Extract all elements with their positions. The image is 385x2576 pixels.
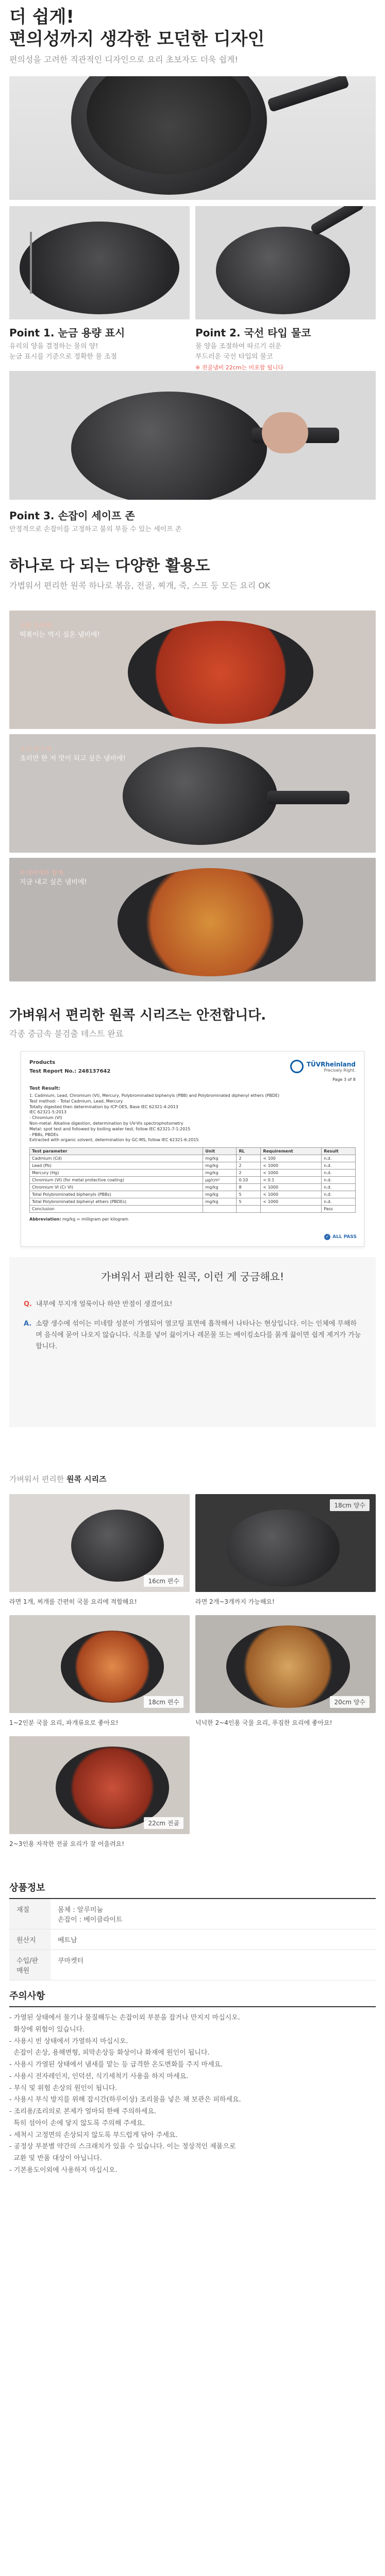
- spec-label: 원산지: [9, 1929, 51, 1950]
- all-pass-badge: [324, 1234, 357, 1240]
- cert-result-lines: [29, 1093, 356, 1143]
- cert-table-cell: < 1000: [261, 1162, 322, 1170]
- usage1-small: 국물 요리에: [20, 622, 52, 629]
- series-16-desc: 라면 1개, 찌개를 간편히 국물 요리에 적합해요!: [9, 1598, 137, 1605]
- cert-logo-sub: Precisely Right.: [324, 1067, 356, 1073]
- series-18p-photo: [9, 1615, 190, 1713]
- cert-table-cell: n.d.: [322, 1155, 356, 1162]
- usage2-big: 조리만 한 저 맛이 되고 싶은 냄비에!: [20, 755, 126, 762]
- spec-value: 베트남: [58, 1937, 77, 1944]
- series-18p-desc: 1~2인분 국물 요리, 파개류요로 좋아요!: [9, 1719, 119, 1726]
- cert-table-cell: [203, 1206, 237, 1213]
- usage-photo-3: [9, 858, 376, 981]
- hero-pot-photo: [9, 76, 376, 200]
- cert-table-row: [30, 1177, 356, 1184]
- note-item: - 사용시 부식 방지를 위해 잡시간(하루이상) 조리물을 넣은 채 보관은 피하세요.: [9, 2096, 241, 2104]
- usage3-big: 지금 내고 싶은 냄비에!: [20, 878, 87, 886]
- cert-table-row: [30, 1206, 356, 1213]
- cert-table-cell: mg/kg: [203, 1191, 237, 1198]
- note-item: 특히 섬아이 손에 닿지 않도록 주의해 주세요.: [9, 2119, 145, 2127]
- cert-table-cell: 8: [237, 1184, 261, 1191]
- cert-table-cell: 5: [237, 1198, 261, 1206]
- cert-table-cell: 0.10: [237, 1177, 261, 1184]
- point2-num: Point 2.: [195, 327, 241, 339]
- cert-table-cell: [237, 1206, 261, 1213]
- cert-result-label: Test Result:: [29, 1086, 60, 1091]
- cert-table-cell: Cadmium (Cd): [30, 1155, 203, 1162]
- cert-logo: TÜVRheinland: [306, 1060, 356, 1068]
- spec-section: [0, 1880, 385, 1980]
- qa-section: [9, 1257, 376, 1427]
- cert-table-cell: < 1000: [261, 1170, 322, 1177]
- q-text: 내부에 무지개 얼룩이나 하얀 반점이 생겼어요!: [36, 1300, 173, 1308]
- tuv-logo-icon: [290, 1060, 304, 1073]
- cert-table-header: Test parameter: [30, 1148, 203, 1155]
- note-item: - 가열된 상태에서 물기나 물질해두는 손잡이외 부분을 잡거나 만지지 마십시오.: [9, 2014, 240, 2022]
- spec-table: [9, 1899, 376, 1980]
- point3-desc: 안정적으로 손잡이를 고정하고 불의 부들 수 있는 세이프 존: [9, 526, 182, 533]
- cert-table-cell: n.d.: [322, 1177, 356, 1184]
- series-22-photo: [9, 1736, 190, 1834]
- point3-num: Point 3.: [9, 510, 55, 522]
- cert-table-cell: mg/kg: [203, 1155, 237, 1162]
- cert-table-header: Unit: [203, 1148, 237, 1155]
- note-item: - 사용시 전자레인지, 인덕션, 식기세척기 사용을 하지 마세요.: [9, 2072, 189, 2080]
- note-item: - 조리용/조리의로 본제가 얼마되 한배 주의하세요.: [9, 2108, 157, 2115]
- series-title: 원콕 시리즈: [66, 1475, 107, 1484]
- series-22-desc: 2~3인용 자작한 전골 요리가 잘 어울려요!: [9, 1840, 125, 1848]
- note-item: - 부식 및 위험 손상의 원인이 됩니다.: [9, 2084, 118, 2092]
- cert-table-cell: n.d.: [322, 1162, 356, 1170]
- cert-abbr-label: Abbreviation:: [29, 1217, 61, 1222]
- series-18y-label: 18cm 양수: [330, 1499, 370, 1511]
- pot-handle: [267, 76, 349, 112]
- cert-result-line: Non-metal: Alkaline digestion, determination by UV-Vis spectrophotometry: [29, 1121, 183, 1126]
- cert-table-row: [30, 1155, 356, 1162]
- cert-table-row: [30, 1162, 356, 1170]
- point-3: [0, 507, 385, 535]
- spec-value: 몸체 : 알루미늄 손잡이 : 베이클라이트: [58, 1906, 123, 1924]
- cert-table-cell: n.d.: [322, 1198, 356, 1206]
- cert-table-cell: < 100: [261, 1155, 322, 1162]
- safety-title: 가벼워서 편리한 원콕 시리즈는 안전합니다.: [9, 1008, 266, 1023]
- hero-line1: 더 쉽게!: [9, 7, 74, 27]
- note-item: 교환 및 반품 대상이 아닙니다.: [9, 2155, 102, 2162]
- safety-section: [0, 1007, 385, 1039]
- cert-table-cell: mg/kg: [203, 1170, 237, 1177]
- point1-num: Point 1.: [9, 327, 55, 339]
- cert-table-cell: mg/kg: [203, 1198, 237, 1206]
- usage-section: [0, 556, 385, 591]
- series-16-photo: [9, 1494, 190, 1592]
- series-20-desc: 넉넉한 2~4인용 국물 요리, 푸짐한 요리에 좋아요!: [195, 1719, 332, 1726]
- cert-result-line: Totally digested then determination by ICP-OES, Base IEC 62321-4:2013: [29, 1104, 178, 1109]
- note-item: - 사용시 가열된 상태에서 냄새를 맡는 등 급격한 온도변화를 주지 마세요.: [9, 2061, 223, 2069]
- point3-photo: [9, 371, 376, 500]
- point1-photo: [9, 206, 190, 319]
- point2-note: ※ 전골냄비 22cm는 미포함 됩니다: [195, 364, 283, 371]
- cert-table-cell: µg/cm²: [203, 1177, 237, 1184]
- note-item: 손잡이 손상, 용해변형, 피막손상등 화상이나 화재에 원인이 됩니다.: [9, 2049, 210, 2057]
- cert-table: [29, 1147, 356, 1213]
- cert-table-cell: Total Polybrominated biphenyls (PBBs): [30, 1191, 203, 1198]
- cert-table-row: [30, 1184, 356, 1191]
- point-1: [9, 325, 190, 362]
- spec-title: 상품정보: [9, 1880, 376, 1899]
- qa-title: 가벼워서 편리한 원콕, 이런 게 궁금해요!: [101, 1270, 284, 1283]
- check-icon: ✓: [324, 1234, 330, 1240]
- safety-sub: 각종 중금속 불검출 테스트 완료: [9, 1028, 124, 1039]
- note-item: - 공정상 부분별 약간의 스크래치가 있을 수 있습니다. 이는 정상적인 제품으로: [9, 2143, 236, 2151]
- notes-section: [0, 1989, 385, 2177]
- cert-result-line: Metal: spot test and followed by boiling water test, follow IEC 62321-7-1:2015: [29, 1126, 191, 1131]
- cert-abbr-text: mg/kg = milligram per kilogram: [62, 1217, 129, 1222]
- cert-table-cell: < 1000: [261, 1191, 322, 1198]
- cert-table-cell: n.d.: [322, 1191, 356, 1198]
- a-text: 소량 생수에 섞이는 미네랄 성분이 가열되어 열코팅 표면에 흡착해서 나타나는 현상입니다. 이는 인체에 무해하며 음식에 묻어 나오지 않습니다. 식초를 넣어 끓이거나 레몬물 또는 베이킹소다를 묽게 끓이면 쉽게 제거가 가능합니다.: [36, 1320, 361, 1351]
- point-2: [195, 325, 376, 372]
- hero-line2: 편의성까지 생각한 모던한 디자인: [9, 28, 265, 49]
- cert-table-cell: 5: [237, 1191, 261, 1198]
- cert-result-line: - PBBs, PBDEs: [29, 1132, 59, 1137]
- point1-desc: 유리의 양을 결정하는 물의 양! 눈금 표시를 기준으로 정확한 물 조절: [9, 343, 118, 361]
- spec-row: [9, 1899, 376, 1929]
- usage-sub: 가볍워서 편리한 원콕 하나로 볶음, 전골, 찌개, 죽, 스프 등 모든 요리 OK: [9, 580, 271, 590]
- cert-table-cell: [261, 1206, 322, 1213]
- spec-label: 재질: [9, 1899, 51, 1929]
- cert-table-row: [30, 1191, 356, 1198]
- cert-table-cell: Lead (Pb): [30, 1162, 203, 1170]
- a-label: A.: [24, 1320, 32, 1328]
- series-16-label: 16cm 편수: [144, 1575, 183, 1587]
- cert-table-cell: Total Polybrominated biphenyl ethers (PBDEs): [30, 1198, 203, 1206]
- note-item: - 기본용도이외에 사용하지 마십시오.: [9, 2166, 118, 2174]
- usage1-big: 떡볶이는 역시 실온 냄비에!: [20, 631, 100, 639]
- note-item: - 세척시 고정면의 손상되지 않도록 부드럽게 닦아 주세요.: [9, 2131, 178, 2139]
- series-header: [0, 1473, 385, 1484]
- series-20-photo: [195, 1615, 376, 1713]
- spec-value: 쿠마켓터: [58, 1957, 84, 1965]
- cert-table-cell: Conclusion: [30, 1206, 203, 1213]
- cert-result-line: Extracted with organic solvent, determination by GC-MS, follow IEC 62321-6:2015: [29, 1138, 199, 1143]
- all-pass-text: ALL PASS: [332, 1234, 357, 1240]
- cert-table-cell: Mercury (Hg): [30, 1170, 203, 1177]
- hero: [0, 6, 385, 65]
- cert-table-cell: Chromium (VI) (for metal protective coating): [30, 1177, 203, 1184]
- cert-result-line: - Chromium (VI): [29, 1115, 62, 1121]
- point1-title: 눈금 용량 표시: [58, 327, 125, 339]
- cert-table-cell: n.d.: [322, 1184, 356, 1191]
- cert-page: Page 3 of 8: [332, 1077, 356, 1082]
- certificate: [21, 1051, 364, 1247]
- cert-table-cell: Pass: [322, 1206, 356, 1213]
- usage2-small: 요리 연구에: [20, 745, 52, 753]
- cert-result-line: 1. Cadmium, Lead, Chromium (VI), Mercury, Polybrominated biphenyls (PBB) and Polybrominated diphenyl ethers (PBDE): [29, 1093, 280, 1098]
- cert-table-cell: n.d.: [322, 1170, 356, 1177]
- cert-table-header: RL: [237, 1148, 261, 1155]
- cert-table-row: [30, 1170, 356, 1177]
- cert-table-cell: < 1000: [261, 1198, 322, 1206]
- note-item: 화상에 위험이 있습니다.: [9, 2025, 85, 2033]
- cert-table-header: Result: [322, 1148, 356, 1155]
- spec-row: [9, 1950, 376, 1980]
- cert-table-cell: 2: [237, 1170, 261, 1177]
- point2-title: 국선 타입 물코: [244, 327, 311, 339]
- usage3-small: 부대찌개와 함께: [20, 869, 63, 876]
- point2-desc: 물 양을 조절하여 따르기 쉬운 부드러운 국선 타입의 물코: [195, 343, 282, 361]
- spec-row: [9, 1929, 376, 1950]
- hero-sub: 편의성을 고려한 직관적인 디자인으로 요리 초보자도 더욱 쉽게!: [9, 55, 238, 64]
- cert-report-label: Test Report No.:: [29, 1069, 77, 1074]
- usage-title: 하나로 다 되는 다양한 활용도: [9, 557, 210, 575]
- cert-report-no: 248137642: [78, 1069, 111, 1074]
- point2-photo: [195, 206, 376, 319]
- point3-title: 손잡이 세이프 존: [58, 510, 135, 522]
- notes-title: 주의사항: [9, 1989, 376, 2007]
- cert-table-cell: < 1000: [261, 1184, 322, 1191]
- cert-table-cell: Chromium VI (Cr VI): [30, 1184, 203, 1191]
- series-20-label: 20cm 양수: [330, 1696, 370, 1708]
- cert-table-cell: < 0.1: [261, 1177, 322, 1184]
- series-22-label: 22cm 전골: [144, 1817, 183, 1829]
- series-prefix: 가벼워서 편리한: [9, 1475, 64, 1484]
- series-18p-label: 18cm 편수: [144, 1696, 183, 1708]
- cert-table-cell: mg/kg: [203, 1184, 237, 1191]
- usage-photo-1: [9, 611, 376, 729]
- hand-image: [262, 412, 308, 453]
- cert-table-header: Requirement: [261, 1148, 322, 1155]
- cert-products: Products: [29, 1060, 56, 1065]
- cert-table-cell: 2: [237, 1162, 261, 1170]
- cert-table-row: [30, 1198, 356, 1206]
- cert-table-cell: mg/kg: [203, 1162, 237, 1170]
- notes-list: [9, 2012, 376, 2177]
- cert-table-cell: 2: [237, 1155, 261, 1162]
- q-label: Q.: [24, 1300, 32, 1308]
- cert-result-line: IEC 62321-5:2013: [29, 1110, 67, 1115]
- series-18y-desc: 라면 2개~3개까지 가능해요!: [195, 1598, 275, 1605]
- note-item: - 사용시 빈 상태에서 가열하지 마십시오.: [9, 2037, 128, 2045]
- cert-result-line: Test method: - Total Cadmium, Lead, Mercury: [29, 1098, 123, 1104]
- series-18y-photo: [195, 1494, 376, 1592]
- spec-label: 수입/판매원: [9, 1950, 51, 1980]
- usage-photo-2: [9, 734, 376, 853]
